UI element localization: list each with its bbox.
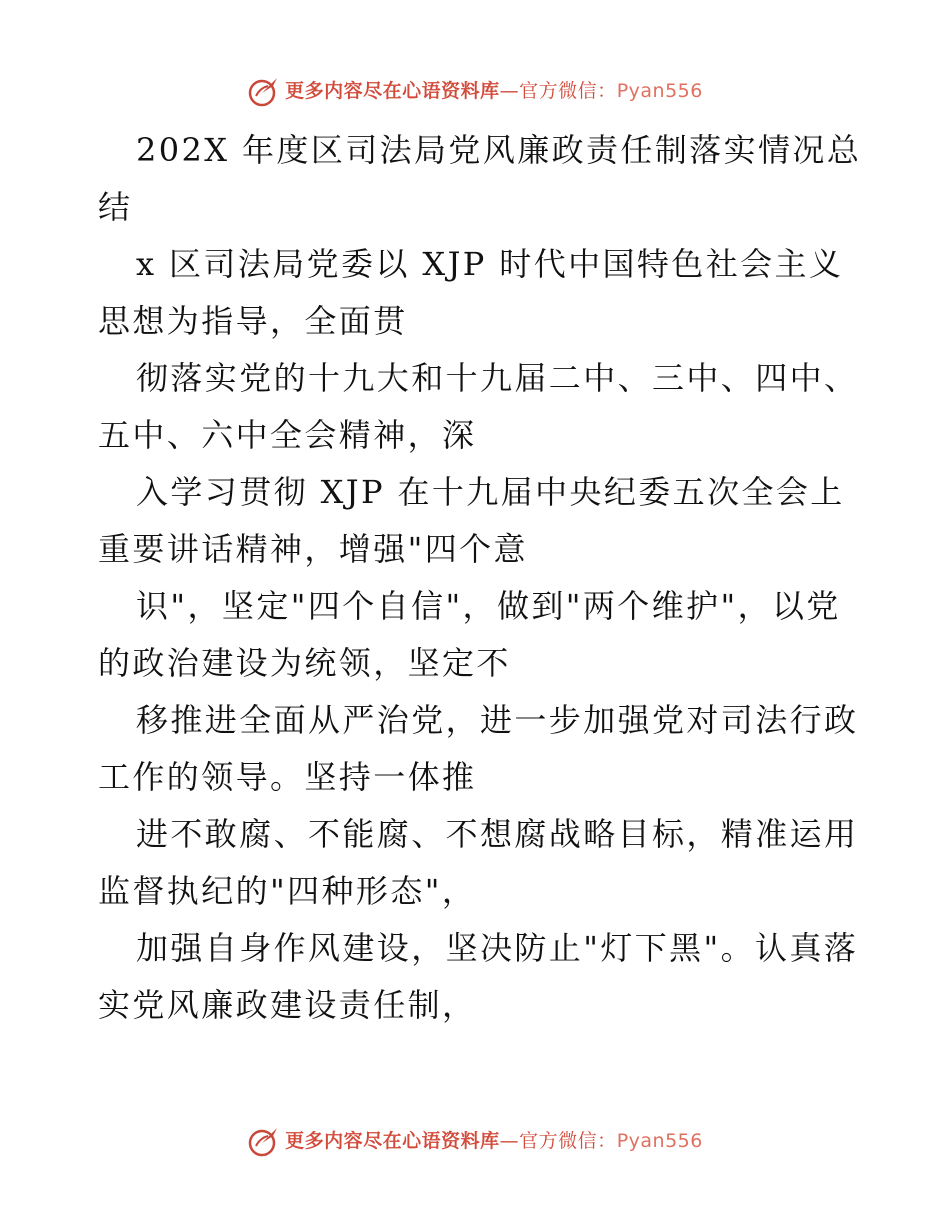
doc-text-line: 的政治建设为统领，坚定不	[98, 644, 511, 682]
header-banner	[0, 74, 950, 108]
doc-text-line: 入学习贯彻 XJP 在十九届中央纪委五次全会上	[136, 473, 845, 511]
quill-pen-logo-icon	[247, 1124, 281, 1158]
banner-wechat-label: —官方微信：	[499, 1130, 617, 1152]
doc-text-line: 实党风廉政建设责任制，	[98, 986, 477, 1024]
doc-text-line: x 区司法局党委以 XJP 时代中国特色社会主义	[136, 245, 844, 283]
quill-pen-logo-icon	[247, 74, 281, 108]
doc-title-line: 结	[98, 188, 133, 226]
footer-banner	[0, 1124, 950, 1158]
banner-site-name: 更多内容尽在心语资料库	[285, 80, 500, 102]
banner-site-name: 更多内容尽在心语资料库	[285, 1130, 500, 1152]
doc-text-line: 重要讲话精神，增强"四个意	[98, 530, 528, 568]
doc-text-line: 加强自身作风建设，坚决防止"灯下黑"。认真落	[136, 929, 859, 967]
doc-text-line: 彻落实党的十九大和十九届二中、三中、四中、	[136, 359, 859, 397]
doc-text-line: 工作的领导。坚持一体推	[98, 758, 477, 796]
doc-text-line: 移推进全面从严治党，进一步加强党对司法行政	[136, 701, 859, 739]
doc-text-line: 识"，坚定"四个自信"，做到"两个维护"，以党	[136, 587, 841, 625]
doc-text-line: 思想为指导，全面贯	[98, 302, 408, 340]
banner-wechat-id: Pyan556	[616, 80, 703, 102]
doc-title-line: 202X 年度区司法局党风廉政责任制落实情况总	[136, 131, 862, 169]
doc-text-line: 进不敢腐、不能腐、不想腐战略目标，精准运用	[136, 815, 859, 853]
doc-text-line: 五中、六中全会精神，深	[98, 416, 477, 454]
banner-wechat-label: —官方微信：	[499, 80, 617, 102]
document-body	[98, 122, 862, 1034]
doc-text-line: 监督执纪的"四种形态"，	[98, 872, 477, 910]
banner-wechat-id: Pyan556	[616, 1130, 703, 1152]
